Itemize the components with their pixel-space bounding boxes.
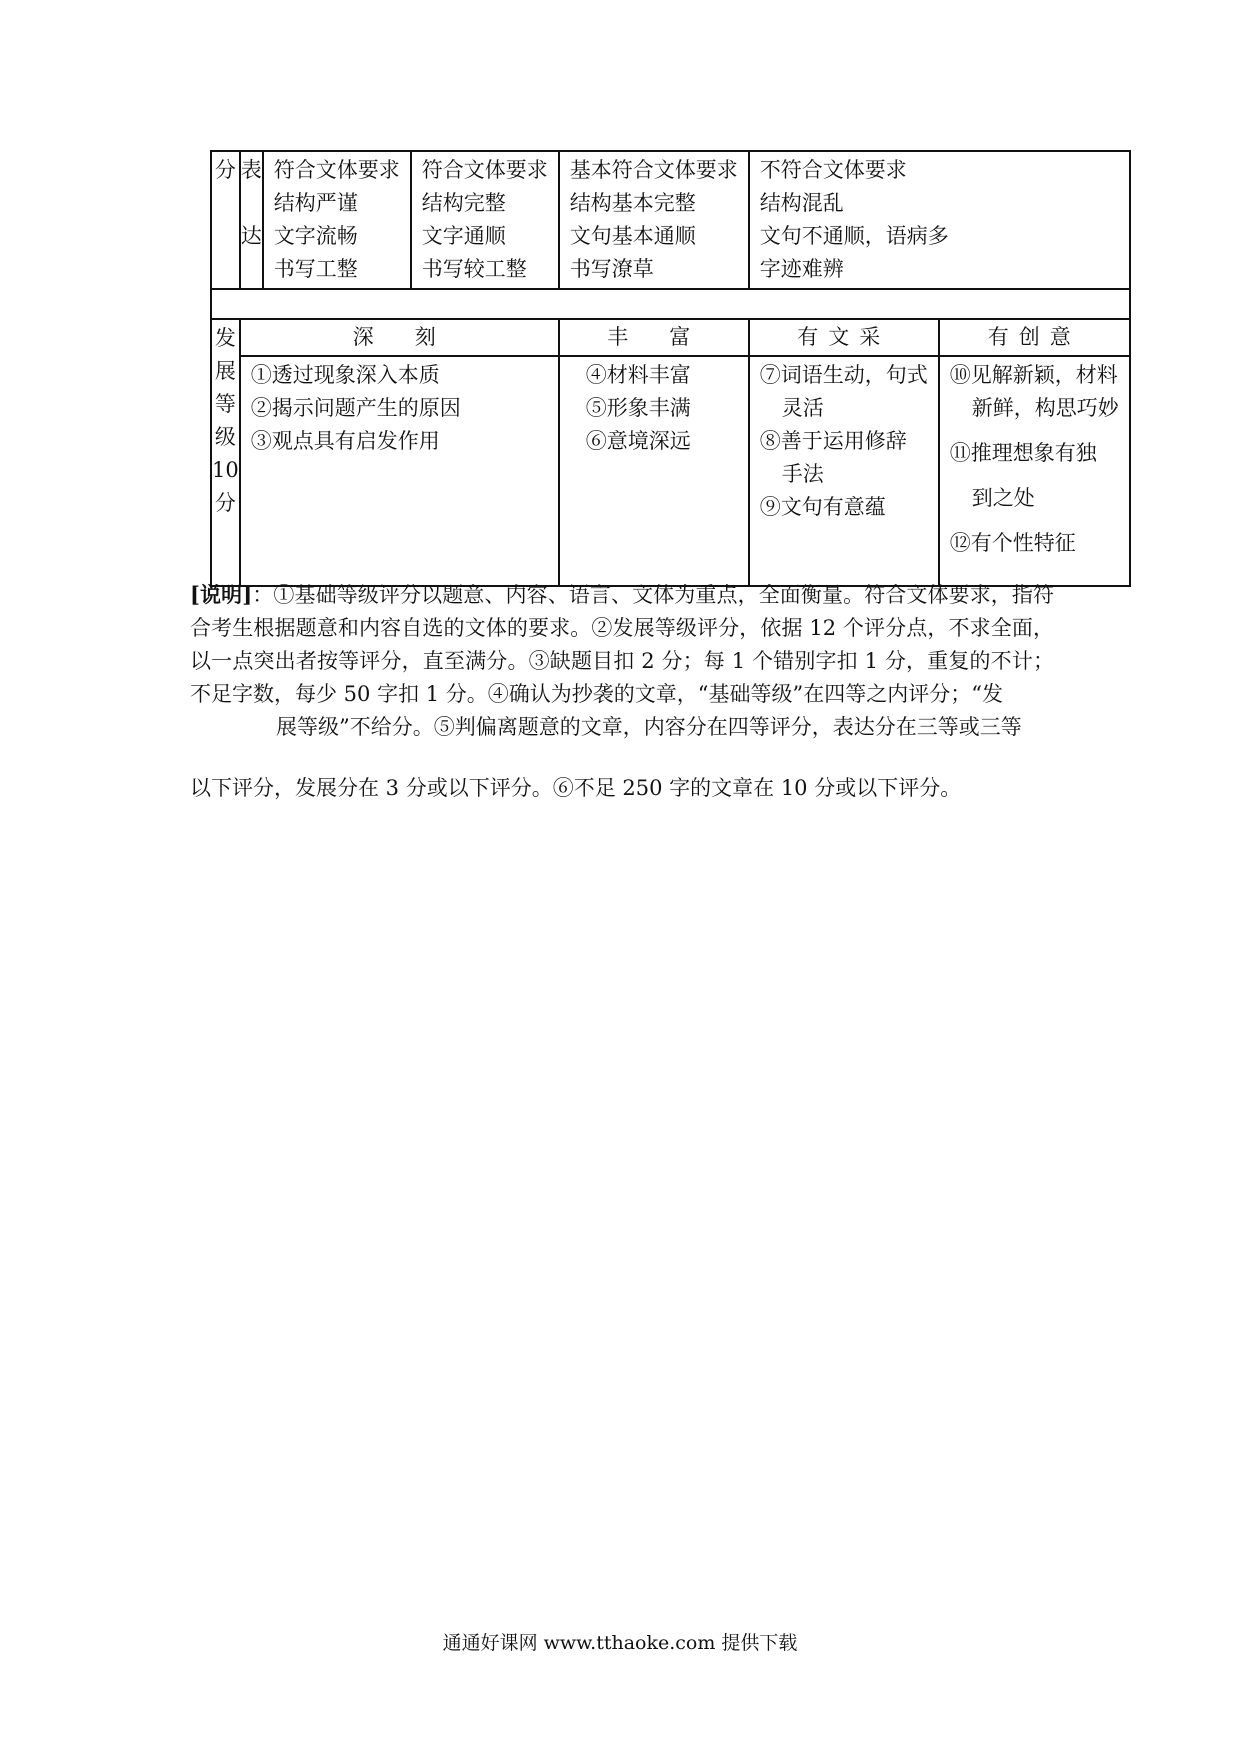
grade-line: 符合文体要求: [421, 158, 548, 182]
notes-paragraph: [190, 578, 1054, 711]
header-rich: 丰 富: [559, 319, 749, 356]
label-char: 等: [214, 392, 236, 416]
category-cell-expression: [240, 151, 263, 289]
grade-line: 结构完整: [421, 191, 506, 215]
item-line: ④材料丰富: [585, 363, 691, 387]
item-line: ⑤形象丰满: [585, 396, 691, 420]
header-creative: 有创意: [939, 319, 1130, 356]
label-char: 发: [214, 326, 236, 350]
items-rich: [559, 356, 749, 586]
item-line: ①透过现象深入本质: [250, 363, 440, 387]
notes-text: ：①基础等级评分以题意、内容、语言、文体为重点，全面衡量。符合文体要求，指符合考生根据题意和内容自选的文体的要求。②发展等级评分，依据 12 个评分点，不求全面，以一点突出者按等评分，直至满分。③缺题目扣 2 分；每 1 个错别字扣 1 分，重复的不计；不足字数，每少 50 字扣 1 分。④确认为抄袭的文章，“基础等级”在四等之内评分；“发: [190, 583, 1055, 706]
category-char: 达: [240, 224, 262, 248]
grade-line: 结构基本完整: [569, 191, 696, 215]
item-line: ⑥意境深远: [585, 429, 691, 453]
notes-label: [说明]: [190, 582, 253, 607]
grade-line: 文句基本通顺: [569, 224, 696, 248]
grade-line: 结构严谨: [273, 191, 358, 215]
header-literary: 有文采: [749, 319, 939, 356]
grade-cell-1: [263, 151, 411, 289]
item-line: ⑪推理想象有独: [949, 441, 1097, 465]
grade-line: 不符合文体要求: [759, 158, 907, 182]
row-label-cell: [211, 151, 240, 289]
grade-line: 文字流畅: [273, 224, 358, 248]
category-char: 表: [240, 158, 262, 182]
item-line: ②揭示问题产生的原因: [250, 396, 461, 420]
item-line: 新鲜，构思巧妙: [971, 396, 1119, 420]
development-items-row: [211, 356, 1130, 586]
blank-cell: [211, 289, 1130, 319]
grade-line: 基本符合文体要求: [569, 158, 738, 182]
notes-tail: 以下评分，发展分在 3 分或以下评分。⑥不足 250 字的文章在 10 分或以下评分。: [190, 776, 962, 800]
grade-line: 符合文体要求: [273, 158, 400, 182]
page-footer: 通通好课网 www.tthaoke.com 提供下载: [442, 1632, 798, 1654]
item-line: ⑨文句有意蕴: [759, 495, 886, 519]
item-line: ③观点具有启发作用: [250, 429, 440, 453]
item-line: ⑩见解新颖，材料: [949, 363, 1118, 387]
grade-line: 字迹难辨: [759, 257, 844, 281]
scoring-table: [210, 150, 1131, 587]
notes-continuation: 展等级”不给分。⑤判偏离题意的文章，内容分在四等评分，表达分在三等或三等: [276, 715, 1022, 739]
items-literary: [749, 356, 939, 586]
notes-section: [190, 578, 1054, 805]
label-char: 分: [214, 491, 236, 515]
label-char: 级: [214, 425, 236, 449]
item-line: 手法: [781, 462, 824, 486]
grade-line: 书写潦草: [569, 257, 654, 281]
grade-line: 文字通顺: [421, 224, 506, 248]
grade-cell-3: [559, 151, 749, 289]
label-char: 展: [214, 359, 236, 383]
item-line: ⑧善于运用修辞: [759, 429, 907, 453]
item-line: 到之处: [971, 486, 1035, 510]
grade-line: 书写工整: [273, 257, 358, 281]
row-label-char: 分: [214, 158, 236, 182]
items-creative: [939, 356, 1130, 586]
label-char: 10: [212, 458, 239, 482]
grade-line: 文句不通顺，语病多: [759, 224, 949, 248]
item-line: 灵活: [781, 396, 824, 420]
header-deep: 深 刻: [240, 319, 559, 356]
blank-row: [211, 289, 1130, 319]
grade-cell-4: [749, 151, 1130, 289]
development-label-cell: [211, 319, 240, 586]
items-deep: [240, 356, 559, 586]
grade-cell-2: [411, 151, 559, 289]
expression-row: [211, 151, 1130, 289]
grade-line: 结构混乱: [759, 191, 844, 215]
development-header-row: [211, 319, 1130, 356]
item-line: ⑫有个性特征: [949, 531, 1076, 555]
grade-line: 书写较工整: [421, 257, 527, 281]
item-line: ⑦词语生动，句式: [759, 363, 928, 387]
